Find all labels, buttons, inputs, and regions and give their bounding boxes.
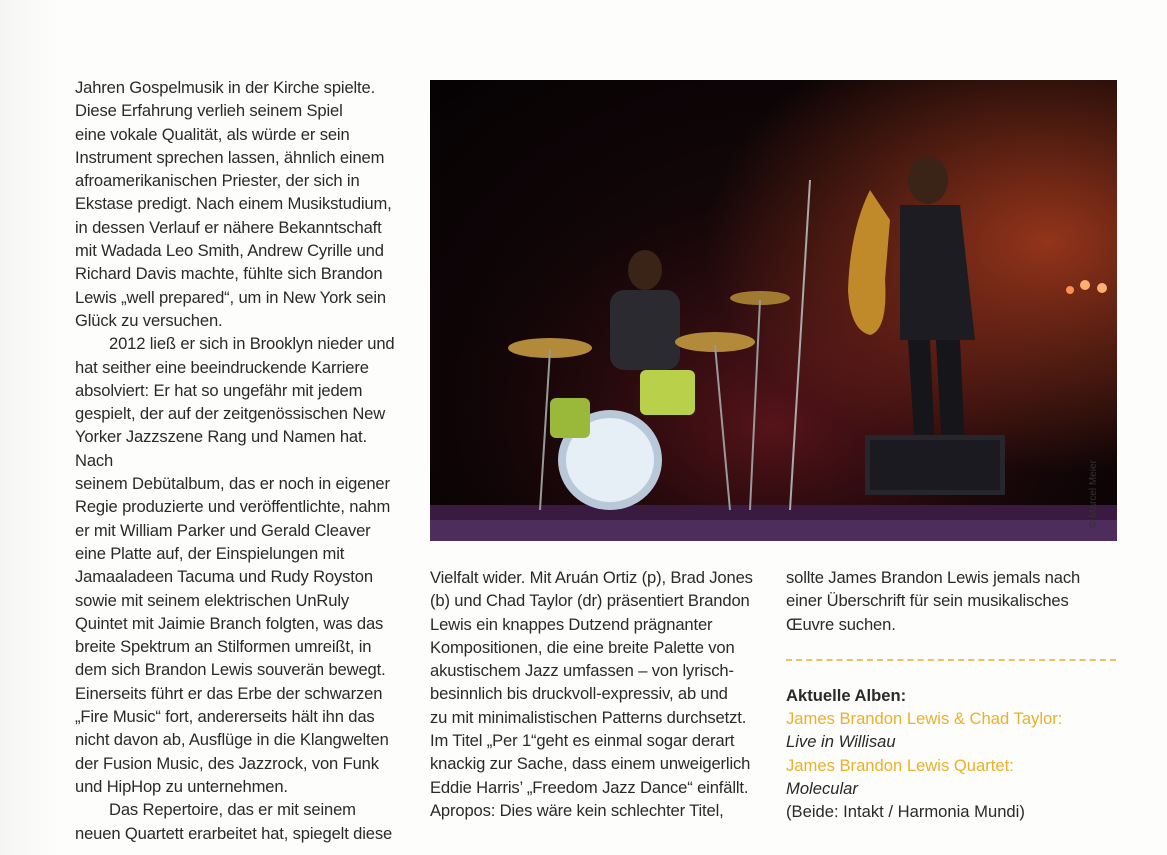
text-line: nicht davon ab, Ausflüge in die Klangwelten — [75, 730, 389, 750]
album-artist: James Brandon Lewis & Chad Taylor: — [786, 709, 1063, 728]
text-line: einer Überschrift für sein musikalisches — [786, 591, 1069, 611]
text-line: Das Repertoire, das er mit seinem — [109, 800, 356, 820]
concert-photo — [430, 80, 1117, 541]
text-line: Lewis „well prepared“, um in New York sein — [75, 287, 386, 307]
album-artist: James Brandon Lewis Quartet: — [786, 755, 1014, 775]
text-line: akustischem Jazz umfassen – von lyrisch- — [430, 661, 734, 681]
text-line: neuen Quartett erarbeitet hat, spiegelt diese — [75, 823, 393, 843]
text-line: hat seither eine beeindruckende Karriere — [75, 357, 369, 377]
text-line: Regie produzierte und veröffentlichte, nahm — [75, 497, 391, 517]
text-line: „Fire Music“ fort, andererseits hält ihn das — [75, 707, 375, 727]
concert-photo-illustration — [430, 80, 1117, 541]
text-line: absolviert: Er hat so ungefähr mit jedem — [75, 380, 363, 400]
text-line: Einerseits führt er das Erbe der schwarzen — [75, 683, 383, 703]
text-line: afroamerikanischen Priester, der sich in — [75, 171, 360, 191]
album-title: Live in Willisau — [786, 732, 896, 752]
text-line: Eddie Harris’ „Freedom Jazz Dance“ einfällt. — [430, 777, 749, 797]
albums-list — [786, 707, 1116, 823]
text-line: Instrument sprechen lassen, ähnlich einem — [75, 147, 385, 167]
text-line: und HipHop zu unternehmen. — [75, 776, 288, 796]
text-line: eine Platte auf, der Einspielungen mit — [75, 543, 345, 563]
text-line: Quintet mit Jaimie Branch folgten, was das — [75, 613, 384, 633]
text-line: Im Titel „Per 1“geht es einmal sogar derart — [430, 731, 735, 751]
text-line: Vielfalt wider. Mit Aruán Ortiz (p), Brad Jones — [430, 568, 753, 587]
text-line: sowie mit seinem elektrischen UnRuly — [75, 590, 350, 610]
text-line: besinnlich bis druckvoll-expressiv, ab und — [430, 684, 728, 704]
text-line: Jamaaladeen Tacuma und Rudy Royston — [75, 567, 373, 587]
text-line: (b) und Chad Taylor (dr) präsentiert Brandon — [430, 591, 750, 611]
text-line: 2012 ließ er sich in Brooklyn nieder und — [109, 334, 395, 354]
text-line: Kompositionen, die eine breite Palette von — [430, 637, 735, 657]
text-line: Diese Erfahrung verlieh seinem Spiel — [75, 101, 343, 121]
text-line: Richard Davis machte, fühlte sich Brandon — [75, 264, 383, 284]
text-line: Lewis ein knappes Dutzend prägnanter — [430, 614, 713, 634]
text-line: zu mit minimalistischen Patterns durchsetzt. — [430, 707, 747, 727]
text-line: Œuvre suchen. — [786, 614, 896, 634]
albums-heading: Aktuelle Alben: — [786, 686, 907, 705]
text-line: seinem Debütalbum, das er noch in eigener — [75, 474, 390, 494]
photo-credit: © Marcel Meier — [1088, 460, 1099, 528]
page-edge-shadow — [0, 0, 60, 855]
text-line: eine vokale Qualität, als würde er sein — [75, 124, 350, 144]
album-title: Molecular — [786, 778, 858, 798]
text-line: der Fusion Music, des Jazzrock, von Funk — [75, 753, 379, 773]
text-line: sollte James Brandon Lewis jemals nach — [786, 568, 1081, 587]
text-line: mit Wadada Leo Smith, Andrew Cyrille und — [75, 241, 384, 261]
article-column-1 — [75, 76, 407, 845]
text-line: er mit William Parker und Gerald Cleaver — [75, 520, 371, 540]
text-line: Jahren Gospelmusik in der Kirche spielte. — [75, 78, 376, 97]
text-line: Ekstase predigt. Nach einem Musikstudium, — [75, 194, 392, 214]
section-divider — [786, 659, 1116, 661]
text-line: gespielt, der auf der zeitgenössischen New — [75, 404, 386, 424]
album-labels: (Beide: Intakt / Harmonia Mundi) — [786, 802, 1025, 822]
text-line: Yorker Jazzszene Rang und Namen hat. Nach — [75, 427, 367, 470]
text-line: breite Spektrum an Stilformen umreißt, in — [75, 637, 372, 657]
article-column-2 — [430, 566, 766, 822]
text-line: Glück zu versuchen. — [75, 310, 223, 330]
article-column-3 — [786, 566, 1116, 636]
text-line: Apropos: Dies wäre kein schlechter Titel, — [430, 800, 724, 820]
text-line: knackig zur Sache, dass einem unweigerlich — [430, 754, 751, 774]
text-line: in dessen Verlauf er nähere Bekanntschaft — [75, 217, 382, 237]
text-line: dem sich Brandon Lewis souverän bewegt. — [75, 660, 386, 680]
